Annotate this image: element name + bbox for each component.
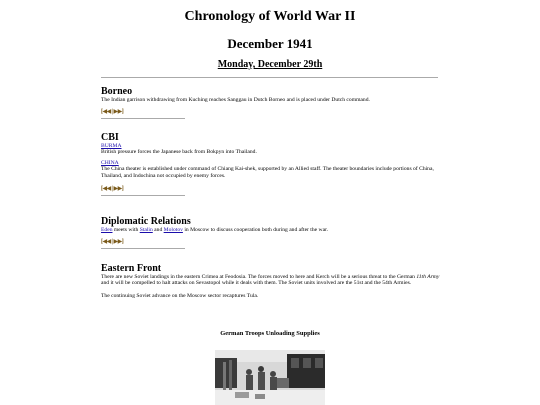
prev-next-arrows-icon[interactable]: [◀◀ | ▶▶] <box>101 186 124 193</box>
header-divider <box>101 77 438 78</box>
page-title: Chronology of World War II <box>184 9 356 24</box>
section-heading-cbi: CBI <box>101 132 119 143</box>
section-text-borneo: The Indian garrison withdrawing from Kuching reaches Sanggau in Dutch Borneo and is placed under Dutch command. <box>101 97 370 103</box>
page-date: Monday, December 29th <box>217 59 323 70</box>
section-heading-eastern: Eastern Front <box>101 263 162 274</box>
troops-photo-image <box>215 350 325 405</box>
china-link[interactable]: CHINA <box>101 159 119 166</box>
section-borneo <box>101 86 440 119</box>
troops-photo <box>215 350 325 405</box>
section-eastern-front <box>101 263 440 299</box>
eden-link[interactable]: Eden <box>101 227 113 233</box>
prev-next-arrows-icon[interactable]: [◀◀ | ▶▶] <box>101 109 124 116</box>
burma-text: British pressure forces the Japanese back from Bokpyn into Thailand. <box>101 149 257 156</box>
prev-next-nav[interactable] <box>101 185 440 193</box>
eastern-text-1: There are new Soviet landings in the eastern Crimea at Feodosia. The forces moved to here and Kerch will be a serious threat to the German 11th Army and it will be compelled to halt attacks on Sevastopol while it deals with them. The Soviet units involved are the 51st and the 54th Armies. <box>101 274 440 287</box>
section-divider <box>101 118 185 119</box>
prev-next-nav[interactable] <box>101 238 440 246</box>
section-heading-diplomatic: Diplomatic Relations <box>101 216 191 227</box>
photo-caption: German Troops Unloading Supplies <box>220 330 320 337</box>
stalin-link[interactable]: Stalin <box>139 227 153 233</box>
section-heading-borneo: Borneo <box>101 86 133 97</box>
prev-next-nav[interactable] <box>101 108 440 116</box>
molotov-link[interactable]: Molotov <box>163 227 183 233</box>
china-text: The China theater is established under command of Chiang Kai-shek, supported by an Allied staff. The theater boundaries include portions of China, Thailand, and Indochina not occupied by enemy forces. <box>101 166 434 179</box>
prev-next-arrows-icon[interactable]: [◀◀ | ▶▶] <box>101 239 124 246</box>
eastern-text-2: The continuing Soviet advance on the Moscow sector recaptures Tula. <box>101 292 259 299</box>
page-month: December 1941 <box>227 36 313 51</box>
burma-link[interactable]: BURMA <box>101 143 122 149</box>
section-cbi <box>101 132 440 196</box>
diplomatic-text: Eden meets with Stalin and Molotov in Moscow to discuss cooperation both during and after the war. <box>101 227 329 233</box>
section-diplomatic <box>101 216 440 249</box>
section-divider <box>101 248 185 249</box>
section-divider <box>101 195 185 196</box>
